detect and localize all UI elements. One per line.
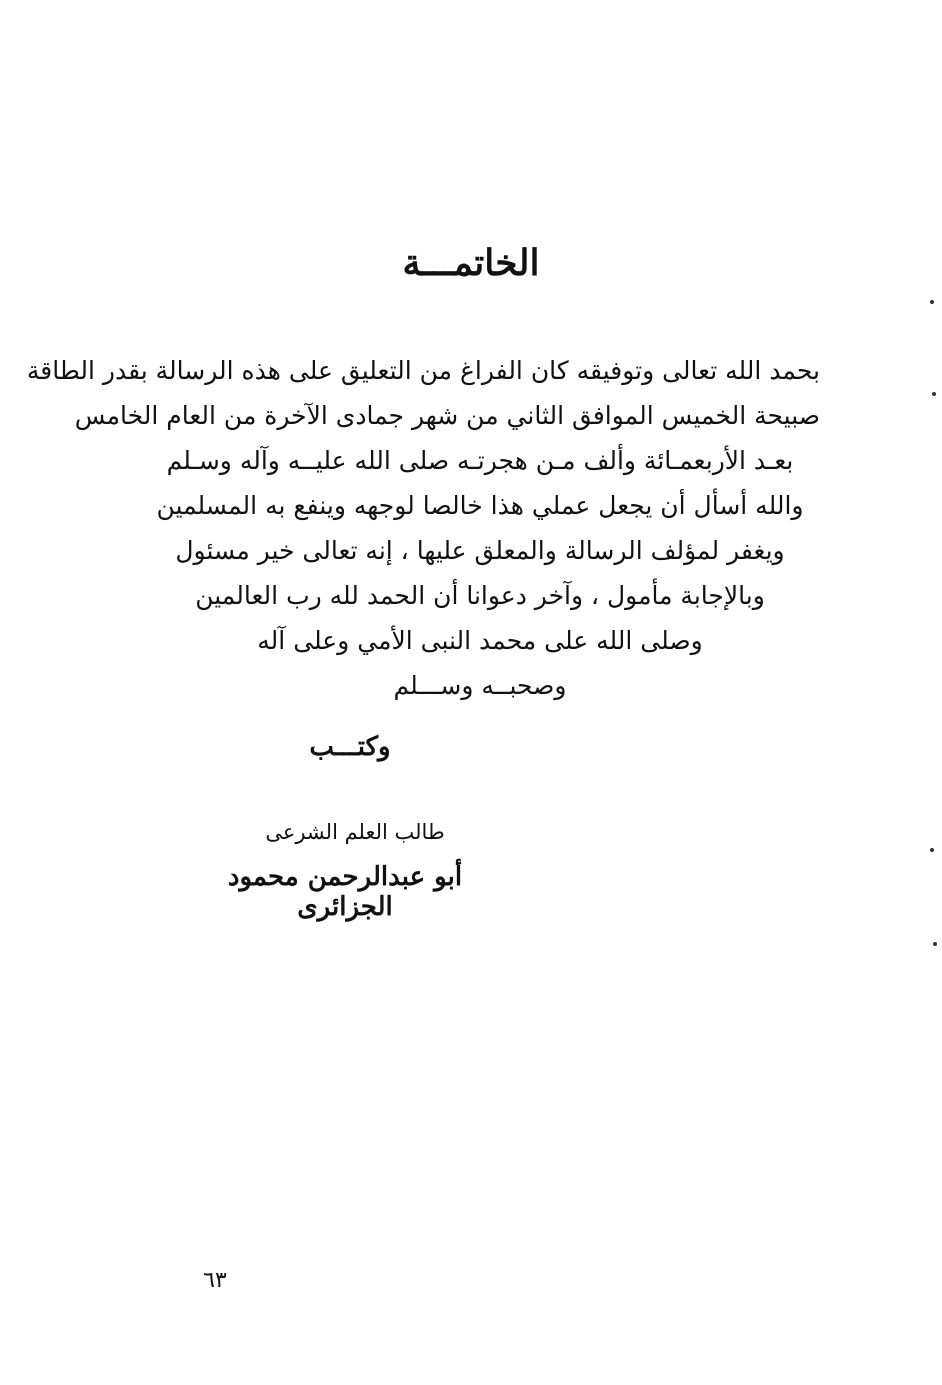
paragraph-line: صبيحة الخميس الموافق الثاني من شهر جمادى الآخرة من العام الخامس [74,401,820,430]
author-name: أبو عبدالرحمن محمود الجزائرى [227,862,463,922]
paragraph-line: بعـد الأربعمـائة وألف مـن هجرتـه صلى الله عليــه وآله وسـلم [166,446,794,475]
paragraph-line: ويغفر لمؤلف الرسالة والمعلق عليها ، إنه تعالى خير مسئول [175,536,785,565]
signature-heading: وكتـــب [309,732,391,762]
paragraph-line: والله أسأل أن يجعل عملي هذا خالصا لوجهه وينفع به المسلمين [156,491,804,520]
scan-mark [930,300,934,304]
scan-mark [932,392,936,396]
scan-mark [933,942,937,946]
paragraph-line: وصحبــه وســـلم [393,671,567,700]
closing-paragraph [26,348,820,708]
scan-mark [930,848,934,852]
paragraph-line: وصلى الله على محمد النبى الأمي وعلى آله [257,626,703,655]
paragraph-line: بحمد الله تعالى وتوفيقه كان الفراغ من التعليق على هذه الرسالة بقدر الطاقة [26,356,820,385]
page-title: الخاتمـــة [402,242,540,284]
page-number: ٦٣ [203,1268,227,1293]
author-role: طالب العلم الشرعى [265,820,445,844]
paragraph-line: وبالإجابة مأمول ، وآخر دعوانا أن الحمد لله رب العالمين [195,581,765,610]
